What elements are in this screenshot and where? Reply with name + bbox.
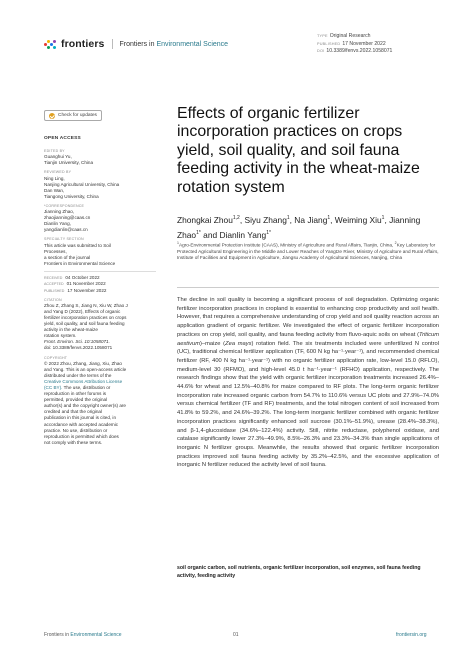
reviewer-name: Dan Wan, <box>44 187 65 193</box>
copyright-line: reproduction is permitted which does <box>44 433 119 439</box>
affiliation-marker: 2 <box>394 241 397 245</box>
affiliations <box>177 240 439 261</box>
footer-journal-prefix: Frontiers in <box>44 632 70 638</box>
footer-journal <box>44 632 122 638</box>
accepted-date: 01 November 2022 <box>66 281 106 287</box>
citation-line: activity in the wheat-maize <box>44 327 98 333</box>
correspondence-label: *CORRESPONDENCE <box>44 203 85 208</box>
affiliation-text: Agro-Environmental Protection Institute (CAAS), Ministry of Agriculture and Rural Affairs, Tianjin, China, <box>178 242 394 248</box>
editor-name: Guanghui Yu, <box>44 154 72 160</box>
author-name[interactable]: Na Jiang <box>294 214 328 225</box>
author-affiliation-marker: 1 <box>286 215 290 221</box>
author-name[interactable]: Weiming Xiu <box>334 214 382 225</box>
journal-header-title <box>120 41 229 48</box>
copyright-line: not comply with these terms. <box>44 439 103 445</box>
author-affiliation-marker: 1* <box>266 230 271 237</box>
check-for-updates-button[interactable] <box>44 110 102 121</box>
doi-link[interactable]: 10.3389/fenvs.2022.1058071 <box>326 48 393 54</box>
abstract-text <box>177 296 439 470</box>
corresponding-author: Jianning Zhao, <box>44 209 75 215</box>
citation-line: Zhou Z, Zhang S, Jiang N, Xiu W, Zhao J <box>44 302 128 308</box>
published-label: PUBLISHED <box>44 288 65 293</box>
article-title: Effects of organic fertilizer incorporation practices on crops yield, soil quality, and soil fauna feeding activity in the wheat-maize rotation system <box>177 105 420 196</box>
accepted-label: ACCEPTED <box>44 282 64 287</box>
frontiers-logo-icon <box>44 39 57 50</box>
article-sidebar <box>44 110 156 449</box>
brand-name: frontiers <box>61 38 105 50</box>
keywords: soil organic carbon, soil nutrients, organic fertilizer incorporation, soil enzymes, soil fauna feeding activity, feeding activity <box>177 565 421 579</box>
corresponding-author: Dianlin Yang, <box>44 221 71 227</box>
page-number: 01 <box>233 632 239 638</box>
citation-line: yield, soil quality, and soil fauna feeding <box>44 321 125 327</box>
published-date: 17 November 2022 <box>67 287 107 293</box>
citation-section <box>44 297 156 352</box>
affiliation-text: Key Laboratory for Protected Agricultural Engineering in the Middle and Lower Reaches of Yangtze River, Ministry of Agriculture and Rural Affairs, Institute of Facilities and Equipment in Agriculture, Jiangsu Academy of Agricultural Sciences, Nanjing, China <box>177 242 439 261</box>
citation-doi[interactable]: doi: 10.3389/fenvs.2022.1058071 <box>44 345 113 351</box>
citation-line: Front. Environ. Sci. 10:1058071. <box>44 339 110 345</box>
published-label: PUBLISHED <box>317 41 341 46</box>
received-label: RECEIVED <box>44 276 63 281</box>
reviewed-by-label: REVIEWED BY <box>44 170 72 175</box>
specialty-section <box>44 236 156 266</box>
author-name[interactable]: Siyu Zhang <box>244 214 287 225</box>
copyright-line: distributed under the terms of the <box>44 372 112 378</box>
affiliation-marker: 1 <box>177 241 179 245</box>
journal-prefix: Frontiers in <box>119 40 155 48</box>
copyright-line: credited and that the original <box>44 409 102 415</box>
citation-label: CITATION <box>44 297 62 302</box>
copyright-label: COPYRIGHT <box>44 355 68 360</box>
copyright-line: reproduction in other forums is <box>44 391 107 397</box>
abstract-segment: )–maize ( <box>200 340 226 347</box>
footer-journal-name: Environmental Science <box>70 632 122 638</box>
sidebar-divider <box>44 271 156 272</box>
footer-site-link[interactable] <box>396 632 427 638</box>
copyright-line: The use, distribution or <box>63 384 111 390</box>
reviewer-affiliation: Nanjing Agricultural University, China <box>44 181 120 187</box>
author-name[interactable]: Jianning Zhao <box>177 214 421 240</box>
author-affiliation-marker: 1,2 <box>232 215 240 221</box>
journal-name: Environmental Science <box>156 40 229 48</box>
author-affiliation-marker: 1* <box>196 230 201 237</box>
citation-line: fertilizer incorporation practices on crops <box>44 314 127 320</box>
abstract-segment: The decline in soil quality is becoming a significant process of soil degradation. Optimizing organic fertilizer incorporation practices in cropland is essential to enhancing crop productivity and soil health. However, that requires a comprehensive understanding of crop yield and soil quality reaction across an application gradient of organic fertilizer. We investigated the effect of organic fertilizer incorporation practices on crop yield, soil quality, and fauna feeding activity from fluvo-aquic soils on wheat ( <box>177 297 439 338</box>
correspondence-email[interactable]: zhaojianning@caas.cn <box>44 215 91 221</box>
license-code-link[interactable]: (CC BY). <box>44 384 63 390</box>
footer-site[interactable]: frontiersin.org <box>396 632 427 638</box>
specialty-label: SPECIALTY SECTION <box>44 237 84 242</box>
copyright-line: © 2022 Zhou, Zhang, Jiang, Xiu, Zhao <box>44 360 122 366</box>
citation-line: and Yang D (2022), Effects of organic <box>44 308 121 314</box>
author-name[interactable]: Dianlin Yang <box>219 230 267 240</box>
edited-by-label: EDITED BY <box>44 149 65 154</box>
copyright-line: practice. No use, distribution or <box>44 427 108 433</box>
edited-by-section <box>44 148 156 166</box>
copyright-line: publication in this journal is cited, in <box>44 415 117 421</box>
editor-affiliation: Tianjin University, China <box>44 160 94 166</box>
copyright-line: accordance with accepted academic <box>44 421 119 427</box>
author-affiliation-marker: 1 <box>381 215 385 221</box>
published-value: 17 November 2022 <box>342 40 386 47</box>
species-name: Zea mays <box>225 340 252 347</box>
species-name: Triticum aestivum <box>177 331 439 347</box>
author-list: Zhongkai Zhou$^{1,2}$, Siyu Zhang$^1$, Na Jiang$^1$, Weiming Xiu$^1$, Jianning Zhao$^{1*}$ and Dianlin Yang$^{1*}$ <box>177 214 421 240</box>
copyright-line: and Yang. This is an open-access article <box>44 366 127 372</box>
open-access-badge: OPEN ACCESS <box>44 136 81 142</box>
check-updates-icon <box>49 113 55 119</box>
header-divider <box>112 39 113 49</box>
author-name[interactable]: Zhongkai Zhou <box>177 214 233 225</box>
specialty-line: Frontiers in Environmental Science <box>44 260 116 266</box>
correspondence-section <box>44 203 156 233</box>
reviewer-affiliation: Tiangong University, China <box>44 193 99 199</box>
journal-logo[interactable] <box>44 38 228 50</box>
section-divider <box>177 287 439 288</box>
reviewed-by-section <box>44 169 156 199</box>
copyright-line: permitted, provided the original <box>44 397 108 403</box>
type-value: Original Research <box>329 33 371 39</box>
abstract-segment: ) rotation field. The six treatments included were unfertilized N control (UC), traditional chemical fertilizer application (TF, 600 N kg ha⁻¹·year⁻¹), and recommended chemical fertilizer (RF, 400 N kg ha⁻¹·year⁻¹) with no organic fertilizer application rate, low-level 15.0 (RFLO), medium-level 30 (RFMO), and high-level 45.0 t ha⁻¹·year⁻¹ (RFHO) application, respectively. The research findings show that the yield with organic fertilizer incorporation treatments increased 26.4%–44.6% for wheat and 12.5%–40.8% for maize compared to RF plots. The long-term organic fertilizer incorporation rate increased organic carbon from 54.7% to 110.6% versus UC plots and 27.9%–74.0% versus chemical fertilizer (TF and RF) treatments, and the total nitrogen content of soil increased from 41.8% to 59.2%, and 24.6%–39.2%. The long-term inorganic fertilizer combined with organic fertilizer incorporation practices significantly enhanced soil sucrose (30.1%–51.9%), urease (28.4%–38.3%), and β-1,4-glucosidase (34.6%–122.4%) activity. Still, nitrite reductase, polyphenol oxidase, and catalase significantly lower 27.3%–49.9%, 8.5%–26.3% and 23.3%–34.3% than single applications of inorganic N fertilizer groups. Meanwhile, the results showed that organic fertilizer incorporation practices improved soil fauna feeding activity by 35.2%–42.5%, and the excessive application of inorganic N fertilizer reduced the activity level of soil fauna. <box>177 340 440 469</box>
received-date: 04 October 2022 <box>65 275 100 281</box>
dates-section <box>44 275 156 293</box>
author-affiliation-marker: 1 <box>327 215 331 221</box>
specialty-line: This article was submitted to Soil <box>44 242 111 248</box>
copyright-section <box>44 355 156 446</box>
article-meta-top <box>317 33 392 56</box>
specialty-line: Processes, <box>44 248 67 254</box>
citation-line: rotation system. <box>44 333 77 339</box>
check-updates-label: Check for updates <box>58 112 97 118</box>
specialty-line: a section of the journal <box>44 254 91 260</box>
copyright-line: author(s) and the copyright owner(s) are <box>44 403 126 409</box>
type-label: TYPE <box>317 34 328 38</box>
doi-label: DOI <box>317 49 325 53</box>
reviewer-name: Ning Ling, <box>44 175 65 181</box>
correspondence-email[interactable]: yangdianlin@caas.cn <box>44 227 88 233</box>
license-link[interactable]: Creative Commons Attribution License <box>44 378 123 384</box>
